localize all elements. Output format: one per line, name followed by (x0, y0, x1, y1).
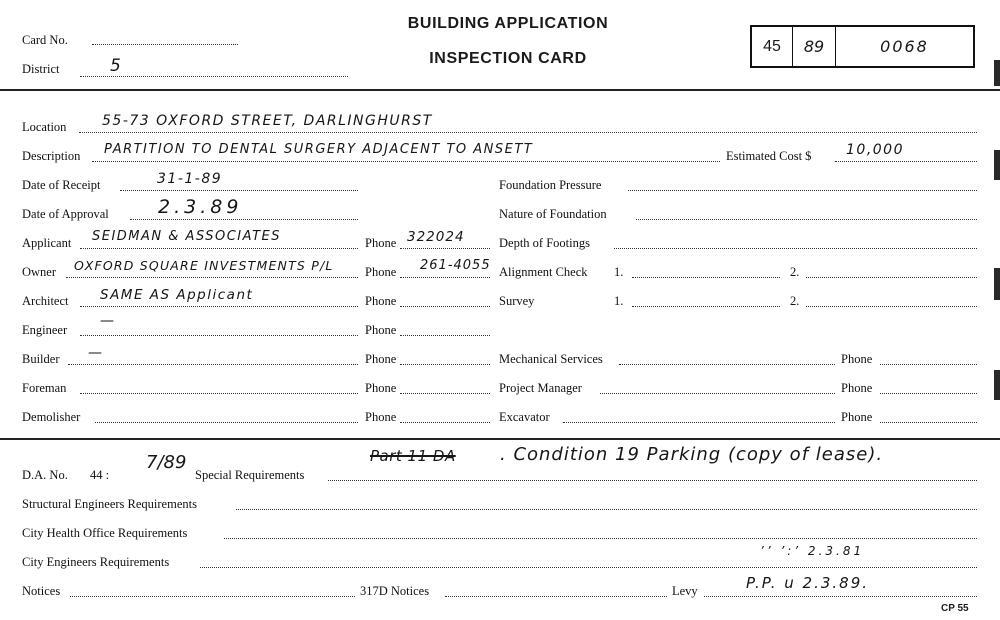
date-approval-label: Date of Approval (22, 207, 109, 221)
notices-317d-field[interactable] (445, 596, 667, 597)
alignment-check-label: Alignment Check (499, 265, 588, 279)
applicant-phone-field[interactable] (400, 248, 490, 249)
foreman-label: Foreman (22, 381, 67, 395)
notices-field[interactable] (70, 596, 355, 597)
special-requirements-field[interactable] (328, 480, 977, 481)
alignment-check-number-2: 2. (790, 265, 800, 279)
architect-value: SAME AS Applicant (100, 287, 254, 303)
builder-value: — (88, 345, 104, 361)
edge-mark (994, 150, 1000, 180)
foreman-field[interactable] (80, 393, 358, 394)
reference-number-box (750, 25, 975, 68)
alignment-check-number-1: 1. (614, 265, 624, 279)
foreman-phone-label: Phone (365, 381, 397, 395)
notices-317d-label: 317D Notices (360, 584, 430, 598)
description-label: Description (22, 149, 81, 163)
builder-label: Builder (22, 352, 60, 366)
engineer-phone-field[interactable] (400, 335, 490, 336)
architect-label: Architect (22, 294, 69, 308)
district-label: District (22, 62, 60, 76)
demolisher-phone-label: Phone (365, 410, 397, 424)
notices-label: Notices (22, 584, 61, 598)
form-code: CP 55 (941, 603, 969, 614)
engineer-field[interactable] (80, 335, 358, 336)
estimated-cost-value: 10,000 (846, 142, 904, 158)
description-value: PARTITION TO DENTAL SURGERY ADJACENT TO ANSETT (104, 142, 534, 157)
city-health-label: City Health Office Requirements (22, 526, 188, 540)
excavator-phone-field[interactable] (880, 422, 977, 423)
structural-engineers-field[interactable] (236, 509, 977, 510)
district-value: 5 (110, 56, 123, 76)
project-manager-phone-label: Phone (841, 381, 873, 395)
district-field[interactable] (80, 76, 348, 77)
date-approval-value: 2.3.89 (158, 196, 243, 218)
description-field[interactable] (92, 161, 720, 162)
card-no-field[interactable] (92, 44, 238, 45)
ref-number-part-2: 89 (793, 27, 836, 66)
location-field[interactable] (79, 132, 977, 133)
city-health-field[interactable] (224, 538, 977, 539)
foundation-pressure-label: Foundation Pressure (499, 178, 602, 192)
alignment-check-field-2[interactable] (806, 277, 977, 278)
excavator-label: Excavator (499, 410, 550, 424)
survey-label: Survey (499, 294, 535, 308)
date-receipt-value: 31-1-89 (157, 171, 223, 187)
special-requirements-struck: Part 11 DA (370, 447, 456, 465)
estimated-cost-label: Estimated Cost $ (726, 149, 812, 163)
applicant-label: Applicant (22, 236, 72, 250)
date-approval-field[interactable] (130, 219, 358, 220)
builder-field[interactable] (68, 364, 358, 365)
owner-phone-field[interactable] (400, 277, 490, 278)
da-number-prefix: 44 : (90, 468, 110, 482)
edge-mark (994, 268, 1000, 300)
edge-mark (994, 370, 1000, 400)
engineer-label: Engineer (22, 323, 68, 337)
nature-foundation-label: Nature of Foundation (499, 207, 607, 221)
structural-engineers-label: Structural Engineers Requirements (22, 497, 197, 511)
demolisher-field[interactable] (95, 422, 358, 423)
levy-label: Levy (672, 584, 698, 598)
owner-field[interactable] (66, 277, 358, 278)
form-title-line2: INSPECTION CARD (429, 50, 587, 67)
owner-value: OXFORD SQUARE INVESTMENTS P/L (74, 258, 334, 273)
engineer-phone-label: Phone (365, 323, 397, 337)
applicant-phone-label: Phone (365, 236, 397, 250)
foundation-pressure-field[interactable] (628, 190, 977, 191)
alignment-check-field-1[interactable] (632, 277, 780, 278)
excavator-field[interactable] (563, 422, 835, 423)
card-no-label: Card No. (22, 33, 68, 47)
excavator-phone-label: Phone (841, 410, 873, 424)
survey-field-1[interactable] (632, 306, 780, 307)
project-manager-label: Project Manager (499, 381, 582, 395)
date-receipt-field[interactable] (120, 190, 358, 191)
form-title-line1: BUILDING APPLICATION (407, 15, 609, 32)
city-engineers-field[interactable] (200, 567, 977, 568)
estimated-cost-field[interactable] (835, 161, 977, 162)
owner-phone-value: 261-4055 (420, 258, 491, 273)
builder-phone-label: Phone (365, 352, 397, 366)
location-label: Location (22, 120, 67, 134)
foreman-phone-field[interactable] (400, 393, 490, 394)
levy-value: P.P. u 2.3.89. (746, 574, 870, 592)
special-requirements-label: Special Requirements (195, 468, 305, 482)
header-divider (0, 89, 1000, 91)
edge-mark (994, 60, 1000, 86)
architect-field[interactable] (80, 306, 358, 307)
da-number-value: 7/89 (146, 452, 187, 473)
city-engineers-label: City Engineers Requirements (22, 555, 170, 569)
location-value: 55-73 OXFORD STREET, DARLINGHURST (102, 113, 433, 129)
survey-number-1: 1. (614, 294, 624, 308)
engineer-value: — (100, 313, 116, 329)
demolisher-label: Demolisher (22, 410, 81, 424)
architect-phone-label: Phone (365, 294, 397, 308)
architect-phone-field[interactable] (400, 306, 490, 307)
section-divider (0, 438, 1000, 440)
depth-footings-field[interactable] (614, 248, 977, 249)
ref-number-part-1: 45 (752, 27, 793, 66)
date-receipt-label: Date of Receipt (22, 178, 101, 192)
applicant-value: SEIDMAN & ASSOCIATES (92, 229, 281, 244)
applicant-phone-value: 322024 (407, 229, 465, 245)
mechanical-services-field[interactable] (619, 364, 835, 365)
applicant-field[interactable] (80, 248, 358, 249)
demolisher-phone-field[interactable] (400, 422, 490, 423)
levy-field[interactable] (704, 596, 977, 597)
survey-number-2: 2. (790, 294, 800, 308)
project-manager-phone-field[interactable] (880, 393, 977, 394)
da-number-label: D.A. No. (22, 468, 68, 482)
owner-phone-label: Phone (365, 265, 397, 279)
builder-phone-field[interactable] (400, 364, 490, 365)
mechanical-services-label: Mechanical Services (499, 352, 603, 366)
special-requirements-value: . Condition 19 Parking (copy of lease). (500, 444, 884, 465)
city-engineers-value: ’’ ’:’ 2.3.81 (760, 544, 865, 558)
mechanical-phone-label: Phone (841, 352, 873, 366)
nature-foundation-field[interactable] (636, 219, 977, 220)
project-manager-field[interactable] (600, 393, 835, 394)
ref-number-part-3: 0068 (880, 37, 929, 56)
survey-field-2[interactable] (806, 306, 977, 307)
depth-footings-label: Depth of Footings (499, 236, 590, 250)
mechanical-phone-field[interactable] (880, 364, 977, 365)
owner-label: Owner (22, 265, 57, 279)
